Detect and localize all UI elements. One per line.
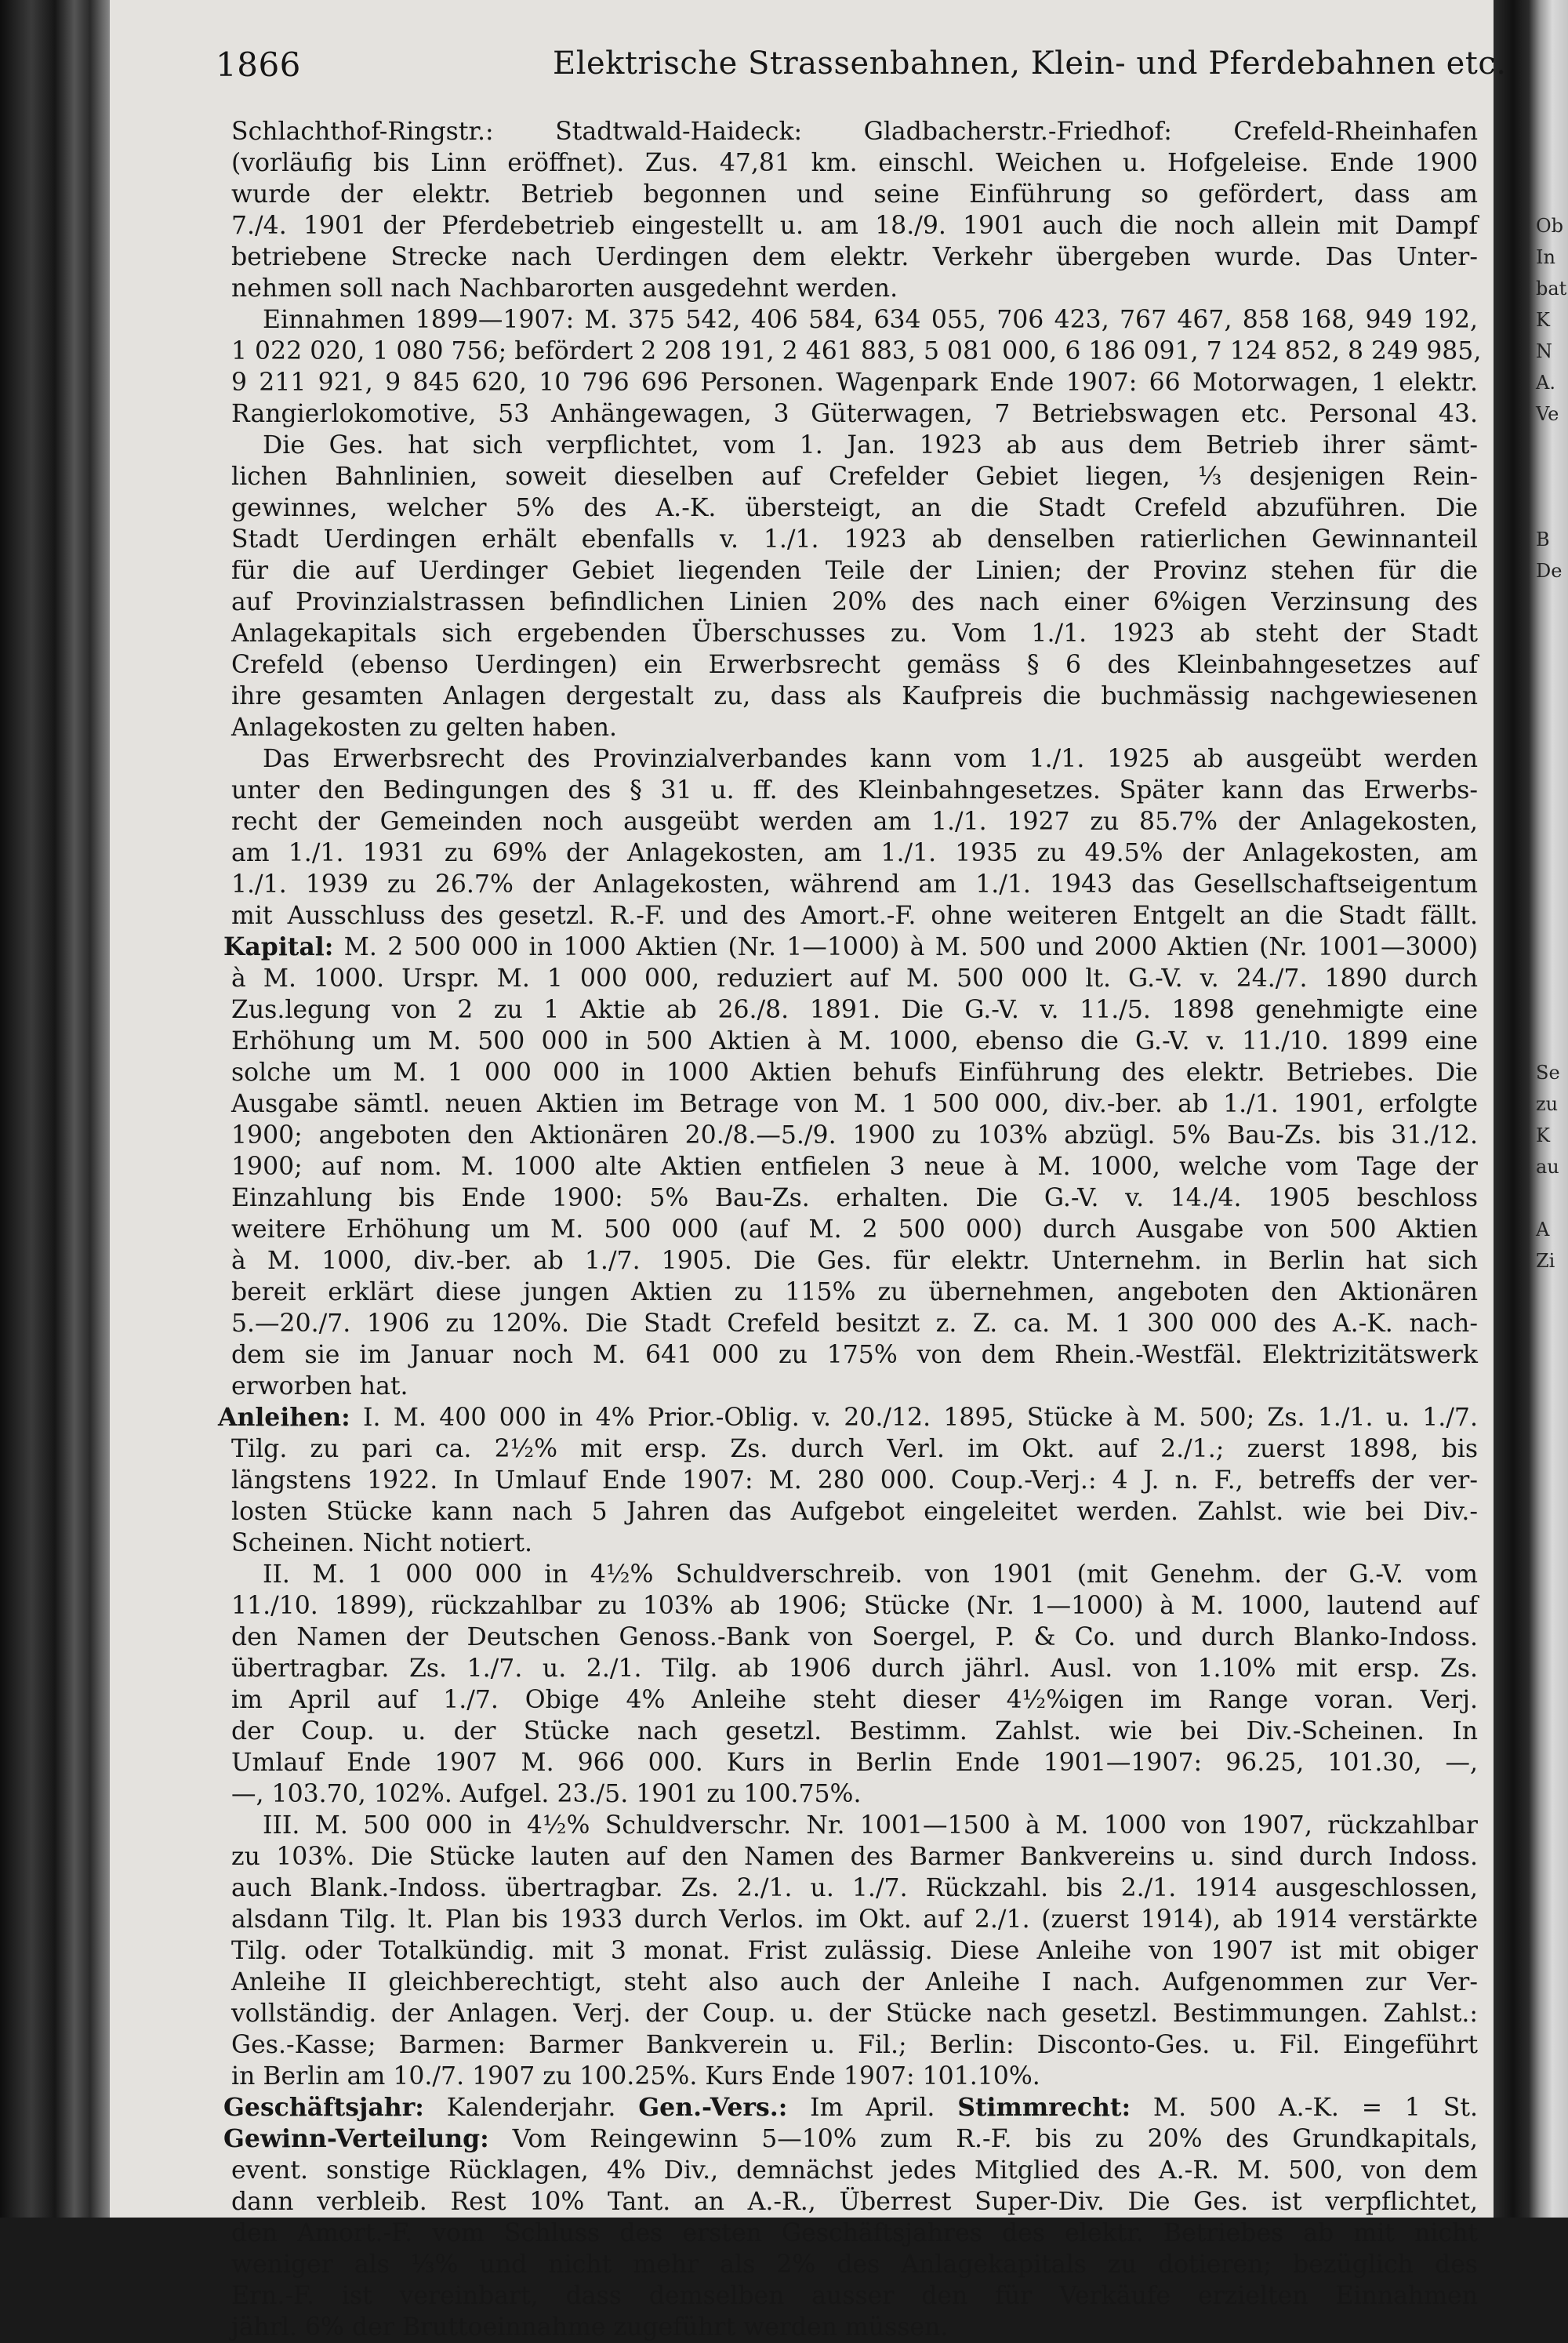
section-heading: Geschäftsjahr: xyxy=(223,2093,424,2122)
text-line xyxy=(110,1496,1486,1527)
margin-fragment: Ve xyxy=(1536,403,1559,425)
line-text: I. M. 400 000 in 4% Prior.-Oblig. v. 20./12. 1895, Stücke à M. 500; Zs. 1./1. u. 1./7. xyxy=(363,1404,1478,1432)
line-text: weniger als ⅓% und nicht mehr als 2% des Anlagekapitals zu dotieren; bezüglich des xyxy=(231,2250,1478,2279)
line-text: mit Ausschluss des gesetzl. R.-F. und des Amort.-F. ohne weiteren Entgelt an die Stadt fällt. xyxy=(231,902,1478,930)
line-text: Tilg. oder Totalkündig. mit 3 monat. Frist zulässig. Diese Anleihe von 1907 ist mit obiger xyxy=(231,1937,1478,1965)
text-line xyxy=(110,1747,1486,1778)
text-line xyxy=(110,430,1486,461)
line-text: Zus.legung von 2 zu 1 Aktie ab 26./8. 1891. Die G.-V. v. 11./5. 1898 genehmigte eine xyxy=(231,996,1478,1024)
line-text: auch Blank.-Indoss. übertragbar. Zs. 2./1. u. 1./7. Rückzahl. bis 2./1. 1914 ausgeschlossen, xyxy=(231,1874,1478,1902)
text-line xyxy=(110,1433,1486,1465)
text-line xyxy=(110,2061,1486,2092)
text-line xyxy=(110,1967,1486,1998)
line-text: unter den Bedingungen des § 31 u. ff. des Kleinbahngesetzes. Später kann das Erwerbs- xyxy=(231,776,1478,805)
margin-fragment: A. xyxy=(1536,372,1555,394)
line-text: bereit erklärt diese jungen Aktien zu 115% zu übernehmen, angeboten den Aktionären xyxy=(231,1278,1478,1306)
line-text: Einnahmen 1899—1907: M. 375 542, 406 584, 634 055, 706 423, 767 467, 858 168, 949 192, xyxy=(263,306,1478,334)
line-text: 1./1. 1939 zu 26.7% der Anlagekosten, während am 1./1. 1943 das Gesellschaftseigentum xyxy=(231,870,1478,899)
text-line xyxy=(110,1841,1486,1873)
text-line xyxy=(110,681,1486,712)
text-line xyxy=(110,1653,1486,1684)
text-line xyxy=(110,2280,1486,2312)
scan-edge-left xyxy=(0,0,110,2218)
line-text: den Namen der Deutschen Genoss.-Bank von Soergel, P. & Co. und durch Blanko-Indoss. xyxy=(231,1623,1478,1651)
text-line xyxy=(110,1308,1486,1339)
text-line xyxy=(110,743,1486,775)
text-line xyxy=(110,1590,1486,1622)
line-text: betriebene Strecke nach Uerdingen dem elektr. Verkehr übergeben wurde. Das Unter- xyxy=(231,243,1478,271)
line-text: Crefeld (ebenso Uerdingen) ein Erwerbsrecht gemäss § 6 des Kleinbahngesetzes auf xyxy=(231,651,1478,679)
text-line xyxy=(110,461,1486,492)
line-text: dem sie im Januar noch M. 641 000 zu 175% von dem Rhein.-Westfäl. Elektrizitätswerk xyxy=(231,1341,1478,1369)
text-line xyxy=(110,1026,1486,1057)
margin-fragment: N xyxy=(1536,340,1552,362)
line-text: am 1./1. 1931 zu 69% der Anlagekosten, am 1./1. 1935 zu 49.5% der Anlagekosten, am xyxy=(231,839,1478,867)
line-text: 5.—20./7. 1906 zu 120%. Die Stadt Crefeld besitzt z. Z. ca. M. 1 300 000 des A.-K. nach- xyxy=(231,1310,1478,1338)
text-line xyxy=(110,2029,1486,2061)
line-text: Anlagekapitals sich ergebenden Überschusses zu. Vom 1./1. 1923 ab steht der Stadt xyxy=(231,619,1478,648)
line-text: auf Provinzialstrassen befindlichen Linien 20% des nach einer 6%igen Verzinsung des xyxy=(231,588,1478,616)
text-line xyxy=(110,179,1486,210)
line-text: für die auf Uerdinger Gebiet liegenden Teile der Linien; der Provinz stehen für die xyxy=(231,557,1478,585)
line-text: 9 211 921, 9 845 620, 10 796 696 Personen. Wagenpark Ende 1907: 66 Motorwagen, 1 elektr. xyxy=(231,369,1478,397)
text-line xyxy=(110,555,1486,587)
line-text: längstens 1922. In Umlauf Ende 1907: M. 280 000. Coup.-Verj.: 4 J. n. F., betreffs der ver- xyxy=(231,1466,1478,1495)
line-text: wurde der elektr. Betrieb begonnen und seine Einführung so gefördert, dass am xyxy=(231,180,1478,209)
line-text: den Amort.-F. vom Schluss des ersten Geschäftsjahres des elektr. Betriebes ab mit nicht xyxy=(231,2219,1478,2247)
text-line xyxy=(110,994,1486,1026)
line-text: Anleihe II gleichberechtigt, steht also auch der Anleihe I nach. Aufgenommen zur Ver- xyxy=(231,1968,1478,1996)
margin-fragment: Zi xyxy=(1536,1250,1555,1272)
text-line xyxy=(110,147,1486,179)
text-line xyxy=(110,1057,1486,1088)
line-text: zu 103%. Die Stücke lauten auf den Namen des Barmer Bankvereins u. sind durch Indoss. xyxy=(231,1843,1478,1871)
text-line xyxy=(110,1559,1486,1590)
text-line xyxy=(110,900,1486,932)
line-text: Ges.-Kasse; Barmen: Barmer Bankverein u. Fil.; Berlin: Disconto-Ges. u. Fil. Eingeführt xyxy=(231,2031,1478,2059)
text-line xyxy=(110,932,1486,963)
margin-fragment: bat xyxy=(1536,278,1567,300)
page-number: 1866 xyxy=(216,45,301,84)
line-text: event. sonstige Rücklagen, 4% Div., demnächst jedes Mitglied des A.-R. M. 500, von dem xyxy=(231,2156,1478,2185)
line-text: nehmen soll nach Nachbarorten ausgedehnt werden. xyxy=(231,274,898,303)
line-text: weitere Erhöhung um M. 500 000 (auf M. 2 500 000) durch Ausgabe von 500 Aktien xyxy=(231,1215,1478,1244)
text-line xyxy=(110,1402,1486,1433)
text-line xyxy=(110,210,1486,242)
line-text: 1900; auf nom. M. 1000 alte Aktien entfielen 3 neue à M. 1000, welche vom Tage der xyxy=(231,1153,1478,1181)
text-line xyxy=(110,1214,1486,1245)
section-heading: Gen.-Vers.: xyxy=(638,2093,788,2122)
text-line xyxy=(110,1245,1486,1277)
text-line xyxy=(110,806,1486,837)
text-line xyxy=(110,398,1486,430)
section-heading: Gewinn-Verteilung: xyxy=(223,2124,489,2153)
line-text: Stadt Uerdingen erhält ebenfalls v. 1./1. 1923 ab denselben ratierlichen Gewinnanteil xyxy=(231,525,1478,554)
line-text: à M. 1000. Urspr. M. 1 000 000, reduziert auf M. 500 000 lt. G.-V. v. 24./7. 1890 durch xyxy=(231,964,1478,993)
line-text: solche um M. 1 000 000 in 1000 Aktien behufs Einführung des elektr. Betriebes. Die xyxy=(231,1059,1478,1087)
text-line xyxy=(110,2249,1486,2280)
text-line xyxy=(110,1527,1486,1559)
margin-fragment: De xyxy=(1536,560,1563,582)
line-text: gewinnes, welcher 5% des A.-K. übersteigt, an die Stadt Crefeld abzuführen. Die xyxy=(231,494,1478,522)
line-text: Erhöhung um M. 500 000 in 500 Aktien à M. 1000, ebenso die G.-V. v. 11./10. 1899 eine xyxy=(231,1027,1478,1055)
text-line xyxy=(110,492,1486,524)
line-text: vollständig. der Anlagen. Verj. der Coup. u. der Stücke nach gesetzl. Bestimmungen. Zahlst.: xyxy=(231,2000,1478,2028)
margin-fragment: au xyxy=(1536,1156,1559,1178)
line-text: 1 022 020, 1 080 756; befördert 2 208 191, 2 461 883, 5 081 000, 6 186 091, 7 124 852, 8 249 985, xyxy=(231,337,1482,365)
text-line xyxy=(110,2155,1486,2186)
margin-fragment: Se xyxy=(1536,1062,1560,1084)
text-line xyxy=(110,2186,1486,2218)
line-text: Scheinen. Nicht notiert. xyxy=(231,1529,533,1557)
line-text: Die Ges. hat sich verpflichtet, vom 1. Jan. 1923 ab aus dem Betrieb ihrer sämt- xyxy=(263,431,1478,460)
text-line xyxy=(110,2092,1486,2123)
line-text: übertragbar. Zs. 1./7. u. 2./1. Tilg. ab 1906 durch jährl. Ausl. von 1.10% mit ersp. Zs. xyxy=(231,1655,1478,1683)
text-line xyxy=(110,1810,1486,1841)
text-line xyxy=(110,712,1486,743)
text-line xyxy=(110,304,1486,336)
line-text: lichen Bahnlinien, soweit dieselben auf Crefelder Gebiet liegen, ⅓ desjenigen Rein- xyxy=(231,463,1478,491)
text-line xyxy=(110,1622,1486,1653)
text-line xyxy=(110,1873,1486,1904)
margin-fragment: B xyxy=(1536,529,1550,550)
margin-fragment: zu xyxy=(1536,1093,1559,1115)
text-line xyxy=(110,1778,1486,1810)
line-text: erworben hat. xyxy=(231,1372,408,1400)
text-line xyxy=(110,1935,1486,1967)
line-text: Vom Reingewinn 5—10% zum R.-F. bis zu 20% des Grundkapitals, xyxy=(512,2125,1478,2153)
margin-fragment: In xyxy=(1536,246,1555,268)
line-text: à M. 1000, div.-ber. ab 1./7. 1905. Die Ges. für elektr. Unternehm. in Berlin hat sich xyxy=(231,1247,1478,1275)
running-title: Elektrische Strassenbahnen, Klein- und Pferdebahnen etc. xyxy=(553,45,1507,82)
text-line xyxy=(110,1277,1486,1308)
text-line xyxy=(110,1716,1486,1747)
line-text: Rangierlokomotive, 53 Anhängewagen, 3 Güterwagen, 7 Betriebswagen etc. Personal 43. xyxy=(231,400,1478,428)
line-text: 11./10. 1899), rückzahlbar zu 103% ab 1906; Stücke (Nr. 1—1000) à M. 1000, lautend auf xyxy=(231,1592,1478,1620)
text-line xyxy=(110,1182,1486,1214)
line-text: im April auf 1./7. Obige 4% Anleihe steht dieser 4½%igen im Range voran. Verj. xyxy=(231,1686,1478,1714)
text-line xyxy=(110,524,1486,555)
text-line xyxy=(110,1339,1486,1371)
section-heading: Stimmrecht: xyxy=(957,2093,1131,2122)
line-text: Einzahlung bis Ende 1900: 5% Bau-Zs. erhalten. Die G.-V. v. 14./4. 1905 beschloss xyxy=(231,1184,1478,1212)
text-line xyxy=(110,837,1486,869)
text-line xyxy=(110,2312,1486,2343)
line-text: Das Erwerbsrecht des Provinzialverbandes kann vom 1./1. 1925 ab ausgeübt werden xyxy=(263,745,1478,773)
document-page xyxy=(110,0,1507,2341)
margin-fragment: A xyxy=(1536,1219,1550,1241)
text-line xyxy=(110,116,1486,147)
line-text: (vorläufig bis Linn eröffnet). Zus. 47,81 km. einschl. Weichen u. Hofgeleise. Ende 1900 xyxy=(231,149,1478,177)
margin-fragment: K xyxy=(1536,1124,1550,1146)
text-line xyxy=(110,869,1486,900)
text-line xyxy=(110,618,1486,649)
line-text: Im April. xyxy=(810,2094,935,2122)
text-line xyxy=(110,242,1486,273)
text-line xyxy=(110,2218,1486,2249)
line-text: Ern.-F. ist vereinbart, dass demselben ausser den für Verkäufe erzielten Einnahmen xyxy=(231,2282,1478,2310)
page-body-text xyxy=(110,116,1486,2343)
adjacent-page-fragments xyxy=(1533,0,1568,2218)
section-heading: Kapital: xyxy=(223,932,334,961)
line-text: II. M. 1 000 000 in 4½% Schuldverschreib. von 1901 (mit Genehm. der G.-V. vom xyxy=(263,1560,1478,1589)
line-text: dann verbleib. Rest 10% Tant. an A.-R., Überrest Super-Div. Die Ges. ist verpflichtet, xyxy=(231,2188,1478,2216)
line-text: alsdann Tilg. lt. Plan bis 1933 durch Verlos. im Okt. auf 2./1. (zuerst 1914), ab 1914 verstärkte xyxy=(231,1905,1478,1934)
line-text: jährl. 6% der Bruttoeinnahme zugeführt werden müssen. xyxy=(231,2313,949,2341)
text-line xyxy=(110,1904,1486,1935)
line-text: M. 2 500 000 in 1000 Aktien (Nr. 1—1000) à M. 500 und 2000 Aktien (Nr. 1001—3000) xyxy=(343,933,1478,961)
line-text: 1900; angeboten den Aktionären 20./8.—5./9. 1900 zu 103% abzügl. 5% Bau-Zs. bis 31./12. xyxy=(231,1121,1478,1150)
text-line xyxy=(110,587,1486,618)
line-text: —, 103.70, 102%. Aufgel. 23./5. 1901 zu 100.75%. xyxy=(231,1780,862,1808)
text-line xyxy=(110,367,1486,398)
line-text: losten Stücke kann nach 5 Jahren das Aufgebot eingeleitet werden. Zahlst. wie bei Div.- xyxy=(231,1498,1478,1526)
line-text: Umlauf Ende 1907 M. 966 000. Kurs in Berlin Ende 1901—1907: 96.25, 101.30, —, xyxy=(231,1749,1478,1777)
text-line xyxy=(110,1151,1486,1182)
text-line xyxy=(110,1120,1486,1151)
text-line xyxy=(110,963,1486,994)
text-line xyxy=(110,649,1486,681)
line-text: M. 500 A.-K. = 1 St. xyxy=(1152,2094,1479,2122)
text-line xyxy=(110,273,1486,304)
line-text: ihre gesamten Anlagen dergestalt zu, dass als Kaufpreis die buchmässig nachgewiesenen xyxy=(231,682,1478,710)
line-text: Ausgabe sämtl. neuen Aktien im Betrage von M. 1 500 000, div.-ber. ab 1./1. 1901, erfolgte xyxy=(231,1090,1478,1118)
text-line xyxy=(110,2123,1486,2155)
text-line xyxy=(110,336,1486,367)
text-line xyxy=(110,1088,1486,1120)
text-line xyxy=(110,1998,1486,2029)
line-text: Kalenderjahr. xyxy=(446,2094,616,2122)
section-heading: Anleihen: xyxy=(218,1403,350,1432)
line-text: recht der Gemeinden noch ausgeübt werden am 1./1. 1927 zu 85.7% der Anlagekosten, xyxy=(231,808,1478,836)
text-line xyxy=(110,1465,1486,1496)
line-text: in Berlin am 10./7. 1907 zu 100.25%. Kurs Ende 1907: 101.10%. xyxy=(231,2062,1040,2091)
line-text: der Coup. u. der Stücke nach gesetzl. Bestimm. Zahlst. wie bei Div.-Scheinen. In xyxy=(231,1717,1478,1745)
margin-fragment: Ob xyxy=(1536,215,1564,237)
text-line xyxy=(110,1371,1486,1402)
text-line xyxy=(110,775,1486,806)
line-text: Schlachthof-Ringstr.: Stadtwald-Haideck: Gladbacherstr.-Friedhof: Crefeld-Rheinhafen xyxy=(231,118,1478,146)
line-text: III. M. 500 000 in 4½% Schuldverschr. Nr. 1001—1500 à M. 1000 von 1907, rückzahlbar xyxy=(263,1811,1478,1840)
margin-fragment: K xyxy=(1536,309,1550,331)
line-text: Tilg. zu pari ca. 2½% mit ersp. Zs. durch Verl. im Okt. auf 2./1.; zuerst 1898, bis xyxy=(231,1435,1478,1463)
page-header xyxy=(216,45,1507,93)
text-line xyxy=(110,1684,1486,1716)
line-text: 7./4. 1901 der Pferdebetrieb eingestellt u. am 18./9. 1901 auch die noch allein mit Dampf xyxy=(231,212,1478,240)
line-text: Anlagekosten zu gelten haben. xyxy=(231,714,618,742)
